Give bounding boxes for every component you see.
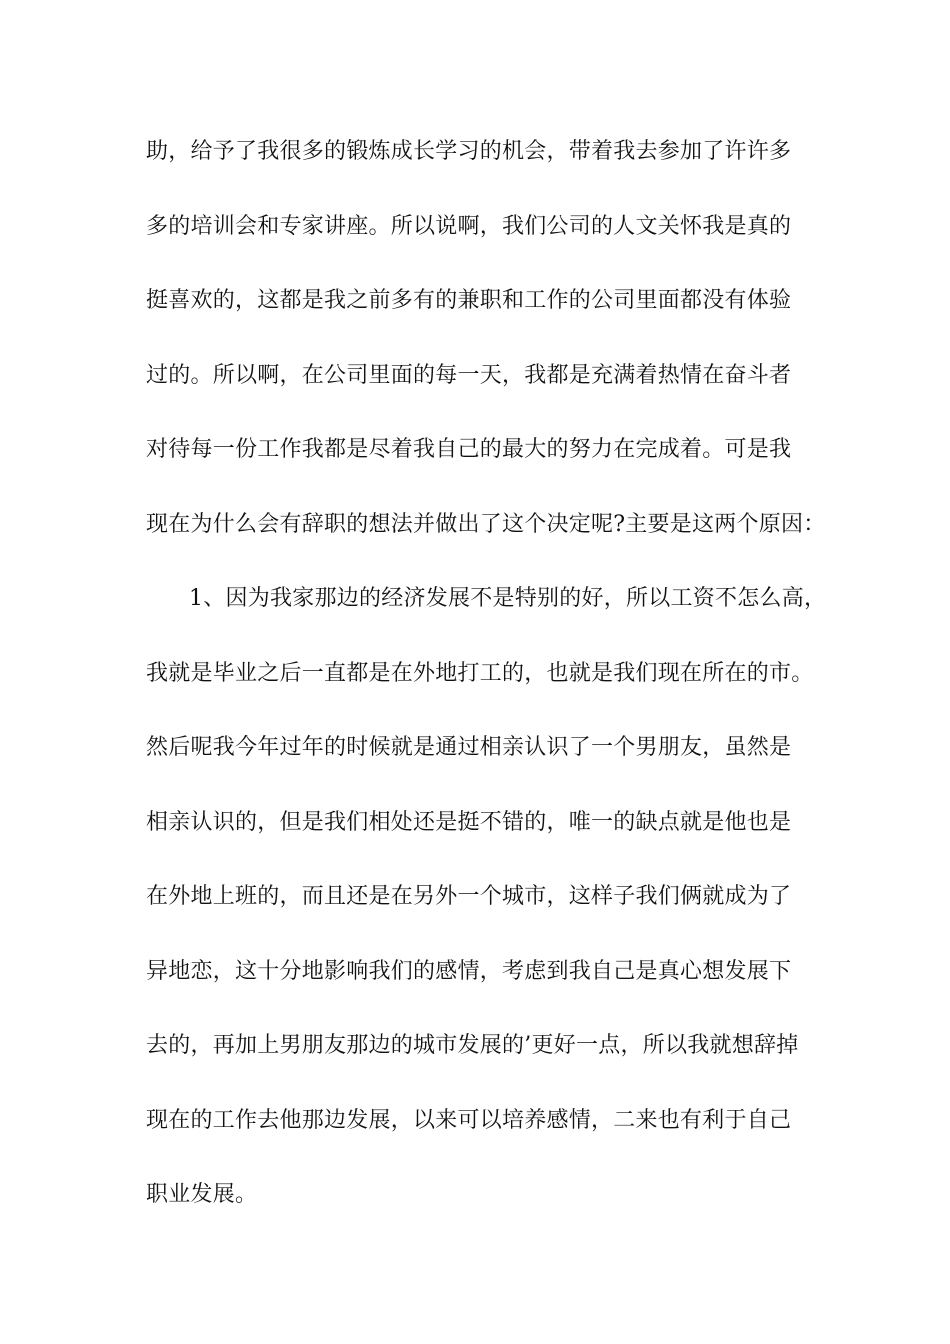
text-line: 助，给予了我很多的锻炼成长学习的机会，带着我去参加了许许多 <box>146 139 792 164</box>
text-line: 在外地上班的，而且还是在另外一个城市，这样子我们俩就成为了 <box>146 884 792 909</box>
text-line: 我就是毕业之后一直都是在外地打工的，也就是我们现在所在的市。 <box>146 660 814 686</box>
text-line: 相亲认识的，但是我们相处还是挺不错的，唯一的缺点就是他也是 <box>146 809 792 835</box>
text-line-indented: 1、因为我家那边的经济发展不是特别的好，所以工资不怎么高， <box>189 586 827 611</box>
text-line: 现在的工作去他那边发展，以来可以培养感情，二来也有利于自己 <box>146 1107 792 1133</box>
text-line: 职业发展。 <box>146 1182 258 1207</box>
text-line: 然后呢我今年过年的时候就是通过相亲认识了一个男朋友，虽然是 <box>146 735 792 760</box>
text-line: 现在为什么会有辞职的想法并做出了这个决定呢?主要是这两个原因： <box>146 511 826 537</box>
text-line: 多的培训会和专家讲座。所以说啊，我们公司的人文关怀我是真的 <box>146 213 792 239</box>
text-line: 去的，再加上男朋友那边的城市发展的’更好一点，所以我就想辞掉 <box>146 1033 799 1058</box>
document-body <box>146 126 826 1244</box>
text-line: 对待每一份工作我都是尽着我自己的最大的努力在完成着。可是我 <box>146 437 792 462</box>
text-line: 过的。所以啊，在公司里面的每一天，我都是充满着热情在奋斗者 <box>146 362 792 388</box>
text-line: 挺喜欢的，这都是我之前多有的兼职和工作的公司里面都没有体验 <box>146 288 792 313</box>
text-line: 异地恋，这十分地影响我们的感情，考虑到我自己是真心想发展下 <box>146 958 792 984</box>
